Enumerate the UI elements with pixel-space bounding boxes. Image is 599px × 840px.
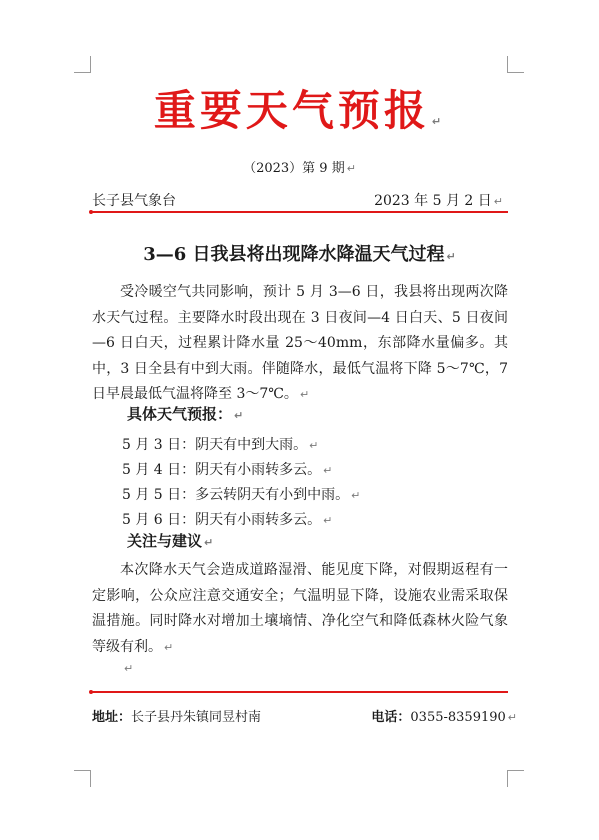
paragraph-mark-icon: ↵ (493, 195, 503, 208)
forecast-item (122, 434, 318, 454)
issue-number-text: （2023）第 9 期 (243, 161, 345, 176)
forecast-item (122, 484, 360, 504)
forecast-subheading-text: 具体天气预报： (127, 405, 233, 423)
paragraph-mark-icon: ↵ (351, 489, 361, 502)
paragraph-mark-icon: ↵ (346, 162, 356, 175)
forecast-subheading (127, 403, 243, 424)
divider-dot (89, 690, 93, 694)
issue-date-text: 2023 年 5 月 2 日 (374, 193, 492, 209)
article-paragraph-1 (92, 280, 508, 408)
paragraph-mark-icon: ↵ (431, 115, 446, 128)
phone-value: 0355-8359190 (410, 710, 506, 725)
page-corner-top-left (74, 56, 91, 73)
paragraph-mark-icon: ↵ (299, 388, 310, 401)
document-title-text: 重要天气预报 (153, 86, 430, 135)
document-title (0, 78, 599, 138)
issuing-organization: 长子县气象台 (92, 193, 176, 209)
issue-date (374, 190, 503, 210)
paragraph-2-text: 本次降水天气会造成道路湿滑、能见度下降，对假期返程有一定影响，公众应注意交通安全；气温明显下降，设施农业需采取保温措施。同时降水对增加土壤墒情、净化空气和降低森林火险气象等级有利。 (92, 562, 508, 655)
paragraph-mark-icon: ↵ (446, 250, 456, 263)
forecast-item-text: 5 月 6 日：阴天有小雨转多云。 (122, 512, 322, 528)
phone-label: 电话： (371, 710, 411, 725)
advice-subheading (127, 530, 213, 551)
paragraph-mark-icon: ↵ (309, 439, 319, 452)
issue-number (0, 157, 599, 176)
article-paragraph-2 (92, 558, 508, 660)
page-corner-bottom-right (507, 770, 524, 787)
forecast-item (122, 509, 332, 529)
paragraph-1-text: 受冷暖空气共同影响，预计 5 月 3—6 日，我县将出现两次降水天气过程。主要降水时段出现在 3 日夜间—4 日白天、5 日夜间—6 日白天，过程累计降水量 25～40mm，东部降水量偏多。其中，3 日全县有中到大雨。伴随降水，最低气温将下降 5～7℃，7 日早晨最低气温将降至 3～7℃。 (92, 284, 508, 402)
footer-phone (371, 706, 517, 725)
paragraph-mark-icon: ↵ (164, 640, 174, 654)
footer-divider (92, 691, 508, 693)
forecast-item-text: 5 月 3 日：阴天有中到大雨。 (122, 437, 308, 453)
header-divider (92, 211, 508, 213)
address-label: 地址： (92, 710, 132, 725)
page-corner-top-right (507, 56, 524, 73)
page-corner-bottom-left (74, 770, 91, 787)
article-heading (0, 240, 599, 266)
paragraph-mark-icon: ↵ (323, 514, 333, 527)
paragraph-mark-icon: ↵ (204, 536, 214, 549)
paragraph-mark-icon: ↵ (234, 409, 244, 422)
paragraph-mark-icon: ↵ (124, 662, 134, 675)
address-value: 长子县丹朱镇同昱村南 (131, 710, 262, 725)
article-heading-text: 3—6 日我县将出现降水降温天气过程 (143, 244, 445, 265)
paragraph-mark-icon: ↵ (323, 464, 333, 477)
advice-subheading-text: 关注与建议 (127, 532, 203, 550)
forecast-item-text: 5 月 5 日：多云转阴天有小到中雨。 (122, 487, 350, 503)
footer-address (92, 706, 261, 725)
forecast-item (122, 459, 332, 479)
paragraph-mark-icon: ↵ (507, 711, 517, 724)
divider-dot (89, 210, 93, 214)
empty-paragraph (122, 657, 133, 676)
forecast-item-text: 5 月 4 日：阴天有小雨转多云。 (122, 462, 322, 478)
